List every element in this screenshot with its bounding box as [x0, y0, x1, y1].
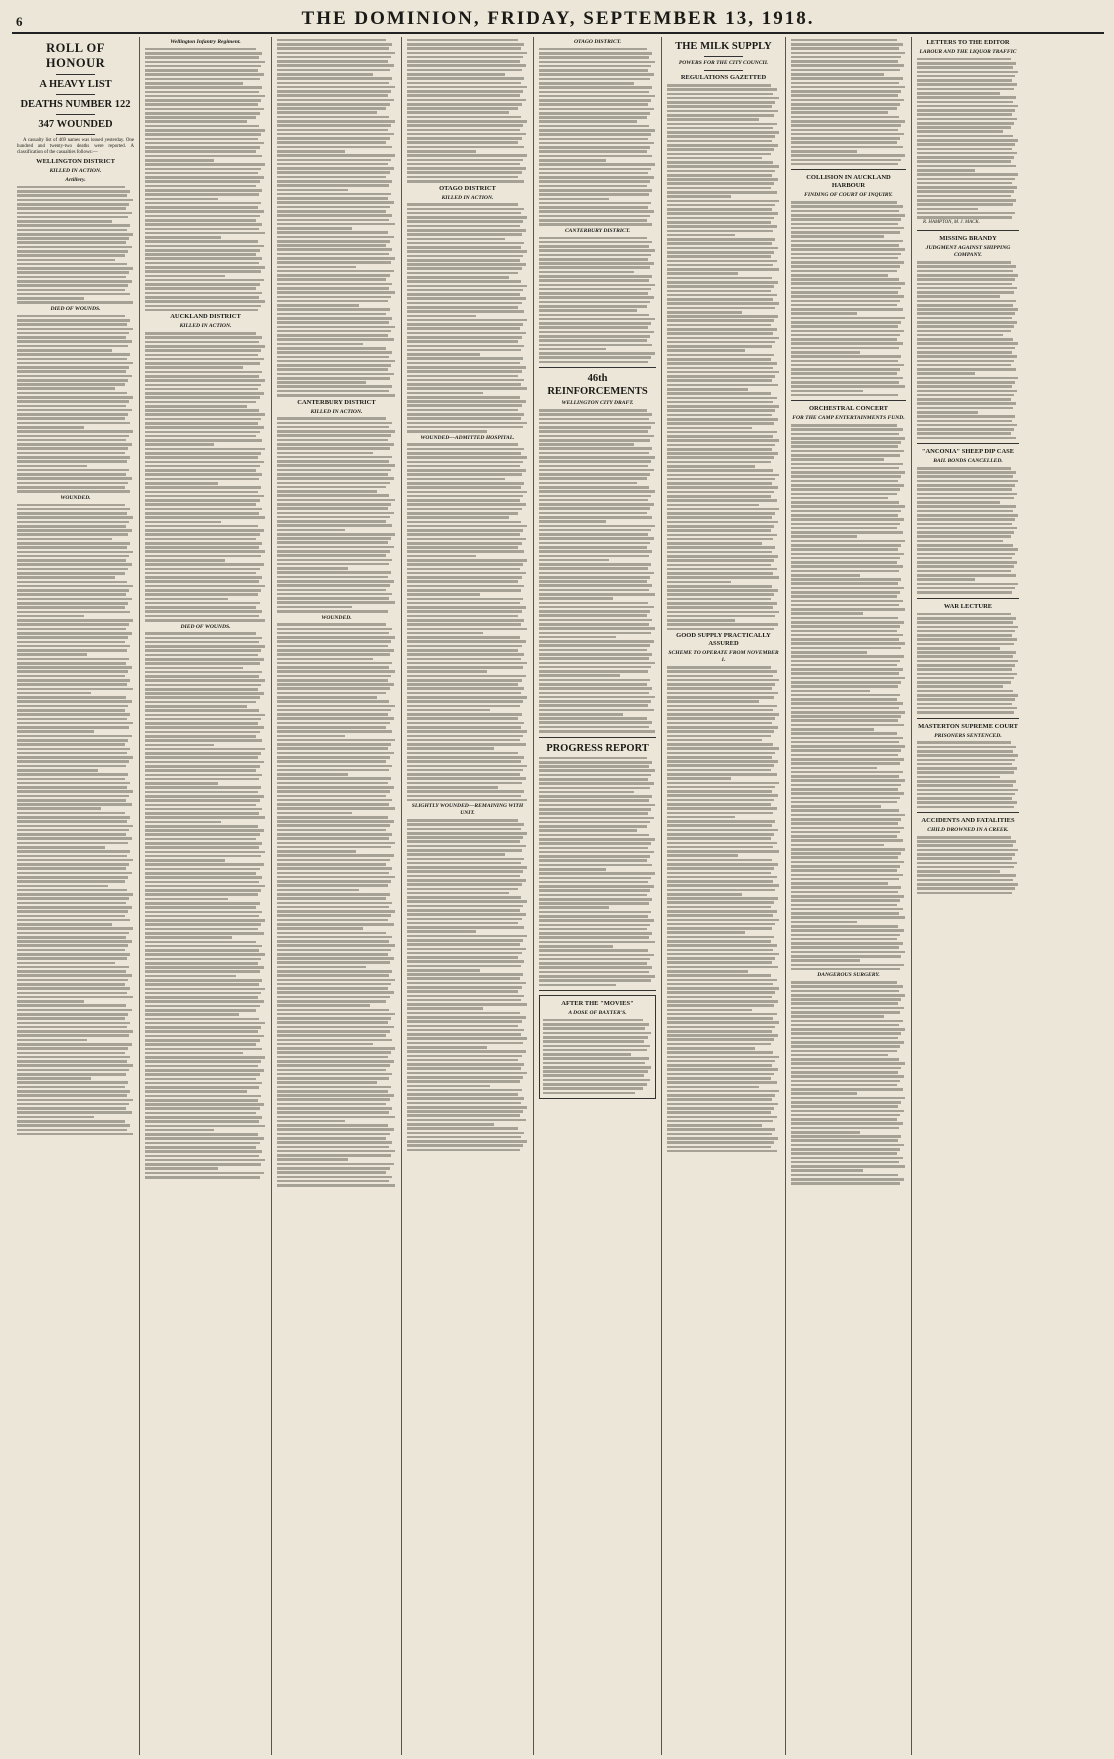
- casualty-list-text: [277, 417, 396, 612]
- heavy-list-heading: A HEAVY LIST: [39, 79, 112, 90]
- milk-supply-heading: THE MILK SUPPLY: [675, 41, 772, 52]
- masthead: [12, 4, 1104, 34]
- labour-liquor-heading: LABOUR AND THE LIQUOR TRAFFIC: [919, 49, 1017, 55]
- judgment-subheading: JUDGMENT AGAINST SHIPPING COMPANY.: [925, 245, 1011, 259]
- milk-supply-subheading: POWERS FOR THE CITY COUNCIL: [678, 60, 769, 66]
- concert-subheading: FOR THE CAMP ENTERTAINMENTS FUND.: [792, 415, 905, 422]
- column-5: [534, 37, 662, 1755]
- accidents-heading: ACCIDENTS AND FATALITIES: [921, 817, 1015, 825]
- page-number: 6: [16, 14, 23, 29]
- otago-district-subheading: OTAGO DISTRICT.: [573, 39, 622, 45]
- killed-in-action-heading: KILLED IN ACTION.: [310, 408, 363, 415]
- casualty-list-text: [17, 504, 134, 1136]
- casualty-list-text: [145, 632, 266, 1178]
- good-supply-heading: GOOD SUPPLY PRACTICALLY ASSURED: [676, 632, 771, 648]
- regiment-heading: Wellington Infantry Regiment.: [170, 39, 241, 45]
- canterbury-district-heading: CANTERBURY DISTRICT: [297, 398, 376, 406]
- child-drowned-subheading: CHILD DROWNED IN A CREEK.: [927, 827, 1009, 834]
- bail-bonds-subheading: BAIL BONDS CANCELLED.: [933, 458, 1003, 465]
- roll-of-honour-heading: ROLL OF HONOUR: [45, 41, 106, 70]
- letter-signoff: R. HAMPTON, M. J. MACK.: [923, 220, 980, 226]
- column-1: [12, 37, 140, 1755]
- wounded-heading: 347 WOUNDED: [38, 119, 113, 130]
- canterbury-district-subheading: CANTERBURY DISTRICT.: [564, 227, 631, 234]
- column-7: [786, 37, 912, 1755]
- prisoners-subheading: PRISONERS SENTENCED.: [934, 732, 1002, 739]
- auckland-district-heading: AUCKLAND DISTRICT: [170, 313, 241, 321]
- ad-text: [543, 1019, 652, 1094]
- casualty-list-text: [539, 237, 656, 364]
- newspaper-title: THE DOMINION, FRIDAY, SEPTEMBER 13, 1918.: [301, 8, 815, 29]
- article-text: [917, 613, 1019, 714]
- dangerous-surgery-heading: DANGEROUS SURGERY.: [817, 972, 880, 979]
- artillery-heading: Artillery.: [65, 177, 86, 184]
- war-lecture-heading: WAR LECTURE: [943, 602, 993, 610]
- otago-district-heading: OTAGO DISTRICT: [439, 184, 496, 192]
- scheme-subheading: SCHEME TO OPERATE FROM NOVEMBER 1.: [668, 650, 779, 664]
- wounded-admitted-heading: WOUNDED—ADMITTED HOSPITAL.: [420, 434, 515, 441]
- casualty-intro: A casualty list of 469 names was issued yesterday. One hundred and twenty-two deaths were reported. A classification of the casualties follows:—: [17, 138, 134, 156]
- article-text: [917, 58, 1019, 219]
- casualty-list-text: [407, 819, 528, 1151]
- casualty-list-text: [277, 623, 396, 1186]
- casualty-list-text: [407, 39, 528, 183]
- regulations-heading: REGULATIONS GAZETTED: [680, 74, 767, 81]
- missing-brandy-heading: MISSING BRANDY: [939, 235, 997, 243]
- column-2: [140, 37, 272, 1755]
- wounded-subheading: WOUNDED.: [60, 494, 91, 501]
- anconia-heading: "ANCONIA" SHEEP DIP CASE: [921, 448, 1015, 456]
- article-text: [667, 666, 780, 1152]
- casualty-list-text: [539, 48, 656, 226]
- casualty-list-text: [145, 332, 266, 621]
- killed-in-action-heading: KILLED IN ACTION.: [179, 323, 232, 330]
- court-of-inquiry-subheading: FINDING OF COURT OF INQUIRY.: [804, 192, 893, 199]
- article-text: [539, 409, 656, 733]
- casualty-list-text: [17, 186, 134, 304]
- city-draft-heading: WELLINGTON CITY DRAFT.: [561, 400, 634, 407]
- casualty-list-text: [17, 315, 134, 493]
- slightly-wounded-heading: SLIGHTLY WOUNDED—REMAINING WITH UNIT.: [411, 803, 524, 817]
- casualty-list-text: [539, 757, 656, 987]
- article-text: [791, 981, 906, 1185]
- casualty-list-text: [407, 203, 528, 433]
- movies-ad-subheading: A DOSE OF BAXTER'S.: [568, 1010, 627, 1017]
- column-3: [272, 37, 402, 1755]
- collision-heading: COLLISION IN AUCKLAND HARBOUR: [806, 174, 891, 190]
- wounded-subheading: WOUNDED.: [321, 614, 352, 621]
- masterton-court-heading: MASTERTON SUPREME COURT: [918, 722, 1018, 730]
- article-text: [917, 467, 1019, 594]
- letters-heading: LETTERS TO THE EDITOR: [926, 39, 1010, 46]
- casualty-list-text: [277, 39, 396, 397]
- column-8: [912, 37, 1024, 1755]
- killed-in-action-heading: KILLED IN ACTION.: [441, 194, 494, 201]
- deaths-heading: DEATHS NUMBER 122: [20, 99, 131, 110]
- article-text: [791, 424, 906, 970]
- casualty-list-text: [407, 443, 528, 801]
- columns: [12, 37, 1104, 1755]
- article-text: [791, 39, 906, 166]
- reinforcements-heading: 46th REINFORCEMENTS: [547, 373, 648, 398]
- advertisement: [539, 995, 656, 1099]
- died-of-wounds-heading: DIED OF WOUNDS.: [50, 306, 101, 313]
- article-text: [791, 201, 906, 396]
- article-text: [917, 741, 1019, 808]
- article-text: [917, 261, 1019, 439]
- column-6: [662, 37, 786, 1755]
- orchestral-concert-heading: ORCHESTRAL CONCERT: [808, 405, 889, 413]
- article-text: [917, 836, 1019, 894]
- casualty-list-text: [145, 48, 266, 312]
- column-4: [402, 37, 534, 1755]
- wellington-district-heading: WELLINGTON DISTRICT: [36, 158, 115, 166]
- killed-in-action-heading: KILLED IN ACTION.: [49, 168, 102, 175]
- movies-ad-heading: AFTER THE "MOVIES": [561, 1000, 634, 1008]
- died-of-wounds-heading: DIED OF WOUNDS.: [180, 623, 231, 630]
- progress-report-heading: PROGRESS REPORT: [546, 742, 649, 754]
- article-text: [667, 84, 780, 630]
